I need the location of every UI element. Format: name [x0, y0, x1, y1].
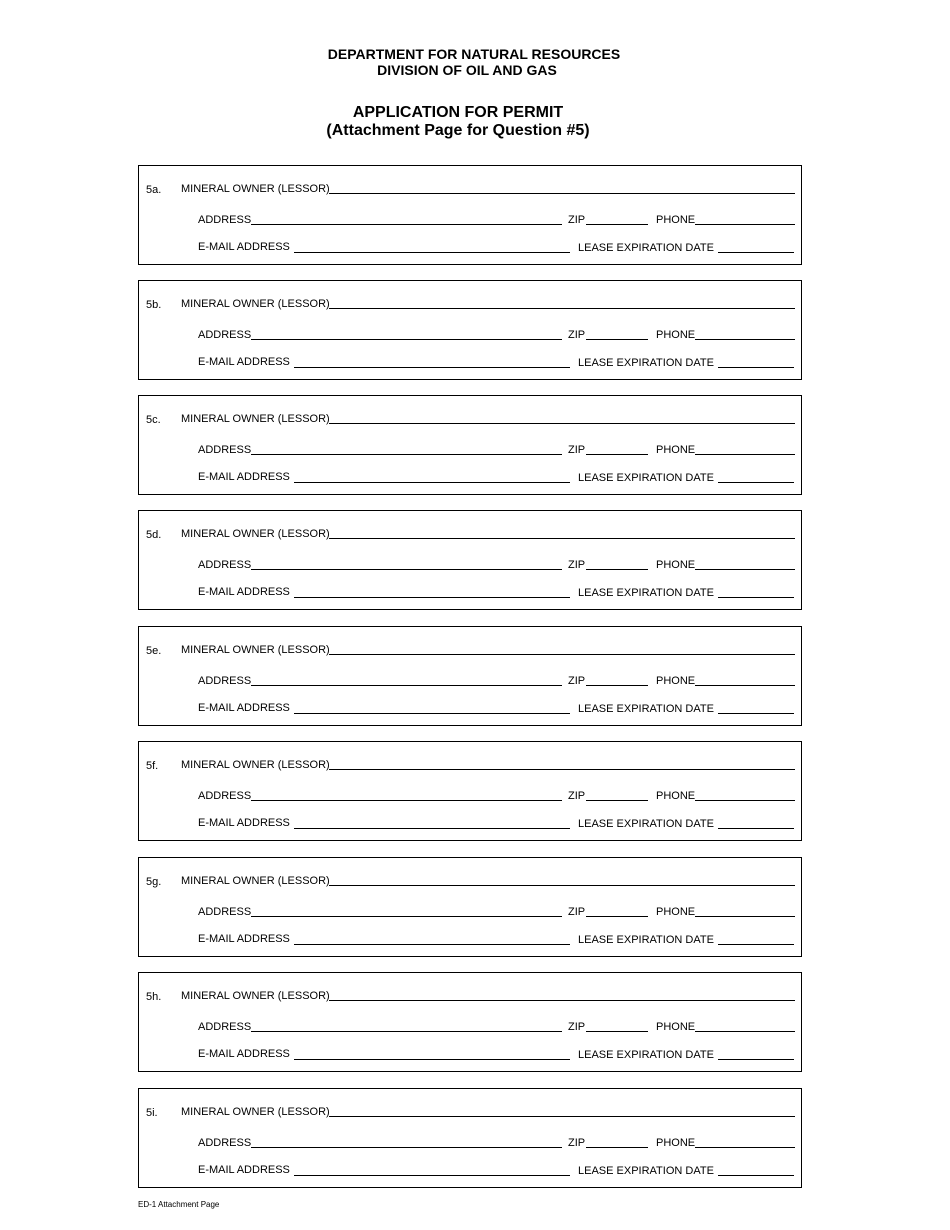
lease-expiration-label: LEASE EXPIRATION DATE — [578, 818, 714, 830]
owner-entry-box — [138, 857, 802, 957]
lease-expiration-field[interactable] — [718, 1059, 794, 1060]
phone-label: PHONE — [656, 675, 696, 687]
phone-field[interactable] — [695, 1147, 795, 1148]
email-field[interactable] — [294, 367, 570, 368]
phone-label: PHONE — [656, 906, 696, 918]
department-heading: DEPARTMENT FOR NATURAL RESOURCES — [327, 46, 621, 62]
mineral-owner-field[interactable] — [329, 1000, 795, 1001]
lease-expiration-label: LEASE EXPIRATION DATE — [578, 934, 714, 946]
owner-entry-box — [138, 1088, 802, 1188]
address-field[interactable] — [251, 800, 562, 801]
mineral-owner-label: MINERAL OWNER (LESSOR) — [181, 990, 330, 1002]
mineral-owner-label: MINERAL OWNER (LESSOR) — [181, 298, 330, 310]
lease-expiration-label: LEASE EXPIRATION DATE — [578, 1165, 714, 1177]
address-label: ADDRESS — [198, 675, 252, 687]
entry-number: 5g. — [146, 876, 162, 888]
email-field[interactable] — [294, 252, 570, 253]
zip-label: ZIP — [568, 790, 586, 802]
phone-field[interactable] — [695, 339, 795, 340]
owner-entry-box — [138, 280, 802, 380]
phone-field[interactable] — [695, 224, 795, 225]
phone-field[interactable] — [695, 685, 795, 686]
mineral-owner-field[interactable] — [329, 423, 795, 424]
mineral-owner-field[interactable] — [329, 308, 795, 309]
email-field[interactable] — [294, 944, 570, 945]
mineral-owner-label: MINERAL OWNER (LESSOR) — [181, 644, 330, 656]
form-id-footer: ED-1 Attachment Page — [138, 1200, 220, 1209]
lease-expiration-label: LEASE EXPIRATION DATE — [578, 242, 714, 254]
email-label: E-MAIL ADDRESS — [198, 933, 290, 945]
zip-label: ZIP — [568, 906, 586, 918]
zip-label: ZIP — [568, 559, 586, 571]
mineral-owner-label: MINERAL OWNER (LESSOR) — [181, 1106, 330, 1118]
address-label: ADDRESS — [198, 444, 252, 456]
lease-expiration-field[interactable] — [718, 482, 794, 483]
mineral-owner-field[interactable] — [329, 885, 795, 886]
address-field[interactable] — [251, 339, 562, 340]
email-label: E-MAIL ADDRESS — [198, 1048, 290, 1060]
zip-field[interactable] — [586, 569, 648, 570]
email-label: E-MAIL ADDRESS — [198, 586, 290, 598]
address-label: ADDRESS — [198, 559, 252, 571]
mineral-owner-label: MINERAL OWNER (LESSOR) — [181, 528, 330, 540]
lease-expiration-field[interactable] — [718, 597, 794, 598]
mineral-owner-field[interactable] — [329, 654, 795, 655]
zip-label: ZIP — [568, 675, 586, 687]
owner-entry-box — [138, 165, 802, 265]
phone-label: PHONE — [656, 559, 696, 571]
lease-expiration-field[interactable] — [718, 828, 794, 829]
address-label: ADDRESS — [198, 906, 252, 918]
email-label: E-MAIL ADDRESS — [198, 817, 290, 829]
phone-field[interactable] — [695, 800, 795, 801]
phone-field[interactable] — [695, 1031, 795, 1032]
page-title: APPLICATION FOR PERMIT — [352, 104, 564, 121]
email-field[interactable] — [294, 482, 570, 483]
division-heading: DIVISION OF OIL AND GAS — [377, 62, 557, 78]
lease-expiration-field[interactable] — [718, 713, 794, 714]
lease-expiration-field[interactable] — [718, 944, 794, 945]
phone-field[interactable] — [695, 569, 795, 570]
address-label: ADDRESS — [198, 214, 252, 226]
email-field[interactable] — [294, 713, 570, 714]
address-field[interactable] — [251, 1031, 562, 1032]
address-field[interactable] — [251, 454, 562, 455]
zip-field[interactable] — [586, 339, 648, 340]
lease-expiration-label: LEASE EXPIRATION DATE — [578, 587, 714, 599]
address-field[interactable] — [251, 685, 562, 686]
email-label: E-MAIL ADDRESS — [198, 356, 290, 368]
phone-field[interactable] — [695, 916, 795, 917]
owner-entry-box — [138, 395, 802, 495]
address-field[interactable] — [251, 916, 562, 917]
phone-label: PHONE — [656, 1021, 696, 1033]
address-label: ADDRESS — [198, 1137, 252, 1149]
zip-label: ZIP — [568, 1021, 586, 1033]
phone-label: PHONE — [656, 444, 696, 456]
lease-expiration-field[interactable] — [718, 367, 794, 368]
address-label: ADDRESS — [198, 329, 252, 341]
mineral-owner-label: MINERAL OWNER (LESSOR) — [181, 875, 330, 887]
owner-entry-box — [138, 972, 802, 1072]
zip-field[interactable] — [586, 800, 648, 801]
phone-label: PHONE — [656, 1137, 696, 1149]
zip-label: ZIP — [568, 1137, 586, 1149]
zip-label: ZIP — [568, 329, 586, 341]
page-subtitle: (Attachment Page for Question #5) — [326, 122, 590, 139]
email-field[interactable] — [294, 597, 570, 598]
lease-expiration-field[interactable] — [718, 252, 794, 253]
address-label: ADDRESS — [198, 1021, 252, 1033]
lease-expiration-field[interactable] — [718, 1175, 794, 1176]
entry-number: 5d. — [146, 529, 162, 541]
mineral-owner-label: MINERAL OWNER (LESSOR) — [181, 413, 330, 425]
zip-field[interactable] — [586, 1147, 648, 1148]
entry-number: 5i. — [146, 1107, 158, 1119]
mineral-owner-field[interactable] — [329, 538, 795, 539]
phone-label: PHONE — [656, 790, 696, 802]
entry-number: 5e. — [146, 645, 162, 657]
email-field[interactable] — [294, 1175, 570, 1176]
email-field[interactable] — [294, 828, 570, 829]
zip-label: ZIP — [568, 214, 586, 226]
lease-expiration-label: LEASE EXPIRATION DATE — [578, 472, 714, 484]
address-label: ADDRESS — [198, 790, 252, 802]
zip-field[interactable] — [586, 224, 648, 225]
owner-entry-box — [138, 741, 802, 841]
address-field[interactable] — [251, 569, 562, 570]
email-label: E-MAIL ADDRESS — [198, 471, 290, 483]
zip-label: ZIP — [568, 444, 586, 456]
lease-expiration-label: LEASE EXPIRATION DATE — [578, 1049, 714, 1061]
zip-field[interactable] — [586, 1031, 648, 1032]
entry-number: 5f. — [146, 760, 159, 772]
entry-number: 5a. — [146, 184, 162, 196]
lease-expiration-label: LEASE EXPIRATION DATE — [578, 703, 714, 715]
email-label: E-MAIL ADDRESS — [198, 702, 290, 714]
zip-field[interactable] — [586, 916, 648, 917]
owner-entry-box — [138, 626, 802, 726]
email-label: E-MAIL ADDRESS — [198, 1164, 290, 1176]
phone-label: PHONE — [656, 214, 696, 226]
owner-entry-box — [138, 510, 802, 610]
mineral-owner-field[interactable] — [329, 1116, 795, 1117]
address-field[interactable] — [251, 1147, 562, 1148]
mineral-owner-label: MINERAL OWNER (LESSOR) — [181, 183, 330, 195]
mineral-owner-field[interactable] — [329, 769, 795, 770]
mineral-owner-label: MINERAL OWNER (LESSOR) — [181, 759, 330, 771]
address-field[interactable] — [251, 224, 562, 225]
zip-field[interactable] — [586, 454, 648, 455]
phone-label: PHONE — [656, 329, 696, 341]
zip-field[interactable] — [586, 685, 648, 686]
entry-number: 5b. — [146, 299, 162, 311]
entry-number: 5h. — [146, 991, 162, 1003]
lease-expiration-label: LEASE EXPIRATION DATE — [578, 357, 714, 369]
entry-number: 5c. — [146, 414, 161, 426]
mineral-owner-field[interactable] — [329, 193, 795, 194]
email-field[interactable] — [294, 1059, 570, 1060]
email-label: E-MAIL ADDRESS — [198, 241, 290, 253]
phone-field[interactable] — [695, 454, 795, 455]
